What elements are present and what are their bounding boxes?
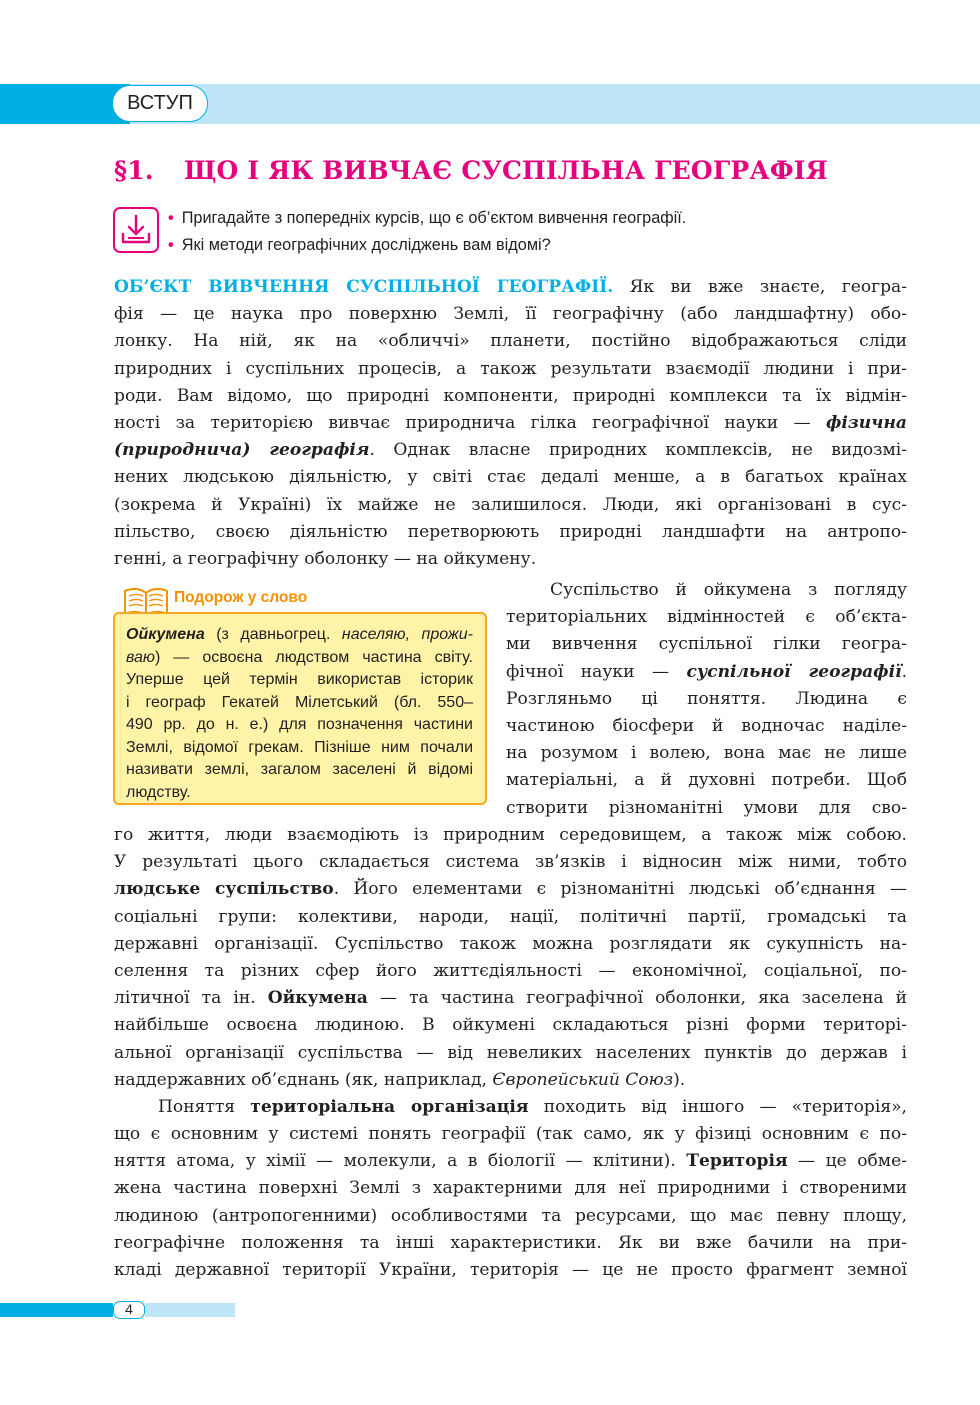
title-text: ЩО І ЯК ВИВЧАЄ СУСПІЛЬНА ГЕОГРАФІЯ bbox=[184, 156, 828, 185]
section-label: ВСТУП bbox=[112, 85, 208, 122]
body-text-3: го життя, люди взаємодіють із природним середовищем, а також між собою. У результаті цього складається система зв’язків і відносин між ними, тобто людське суспільство. Його елементами є різноманітні людські об’єднання — соціальні групи: колективи, народи, нації, політичні партії, громадські та державні організації. Суспільство також можна розглядати як сукупність на- селення та різних сфер його життєдіяльності — економічної, соціальної, по- літичної та ін. Ойкумена — та частина географічної оболонки, яка заселена й найбільше освоєна людиною. В ойкумені складаються різні форми територі- альної організації суспільства — від невеликих населених пунктів до держав і наддержавних об’єднань (як, наприклад, Європейський Союз). Поняття територіальна організація походить від іншого — «територія», що є основним у системі понять географії (так само, як у фізиці основним є по- няття атома, у хімії — молекули, а в біології — клітини). Територія — це обме- жена частина поверхні Землі з характерними для неї природними і створеними людиною (антропогенними) особливостями та ресурсами, що має певну площу, географічне положення та інші характеристики. Як ви вже бачили на при- кладі державної території України, територія — це не просто фрагмент земної bbox=[114, 825, 907, 1280]
recall-download-icon bbox=[113, 207, 159, 253]
recall-question: • Пригадайте з попередніх курсів, що є об’єктом вивчення географії. bbox=[168, 209, 687, 227]
term-human-society: людське суспільство bbox=[114, 879, 334, 900]
page-number: 4 bbox=[113, 1301, 145, 1319]
word-journey-title: Подорож у слово bbox=[174, 589, 308, 606]
footer-band-left bbox=[0, 1303, 113, 1317]
body-text-1: ОБ’ЄКТ ВИВЧЕННЯ СУСПІЛЬНОЇ ГЕОГРАФІЇ. Як ви вже знаєте, геогра- фія — це наука про поверхню Землі, її географічну (або ландшафтну) обо- лонку. На ній, як на «обличчі» планети, постійно відображаються сліди природних і суспільних процесів, а також результати взаємодії людини і при- роди. Вам відомо, що природні компоненти, природні комплекси та їх відмін- ності за територією вивчає природнича гілка географічної науки — фізична (природнича) географія. Однак власне природних комплексів, не видозмі- нених людською діяльністю, у світі стає дедалі менше, а в багатьох країнах (зокрема й Україні) їх майже не залишилося. Люди, які організовані в сус- пільство, своєю діяльністю перетворюють природні ландшафти на антропо- генні, а географічну оболонку — на ойкумену. bbox=[114, 277, 907, 569]
glossary-term: Ойкумена bbox=[126, 626, 205, 643]
bullet-icon: • bbox=[168, 209, 174, 227]
recall-question: • Які методи географічних досліджень вам відомі? bbox=[168, 236, 551, 254]
term-territorial-organization: територіальна організація bbox=[250, 1096, 529, 1117]
term-social-geography: суспільної географії bbox=[686, 661, 902, 682]
term-physical-geography: фізична bbox=[825, 412, 907, 433]
term-natural-geography: (природнича) географія bbox=[114, 440, 370, 461]
header-band-left bbox=[0, 84, 130, 124]
recall-questions bbox=[168, 205, 686, 259]
footer-band-right bbox=[145, 1303, 235, 1317]
paragraph-number: §1. bbox=[114, 156, 154, 185]
term-territory: Територія bbox=[686, 1151, 788, 1172]
header-band-right bbox=[130, 84, 980, 124]
word-journey-box: Ойкумена (з давньогрец. населяю, прожи- ваю) — освоєна людством частина світу. Уперше цей термін використав історик і географ Гекатей Мілетський (бл. 550– 490 рр. до н. е.) для позначення частини Землі, відомої грекам. Пізніше ним почали називати землі, загалом заселені й відомі людству. bbox=[113, 612, 487, 805]
section-heading: ОБ’ЄКТ ВИВЧЕННЯ СУСПІЛЬНОЇ ГЕОГРАФІЇ. bbox=[114, 277, 614, 297]
bullet-icon: • bbox=[168, 236, 174, 254]
term-oikumene: Ойкумена bbox=[267, 988, 368, 1009]
body-text-2: Суспільство й ойкумена з погляду територіальних відмінностей є об’єкта- ми вивчення суспільної гілки геогра- фічної науки — суспільної географії. Розгляньмо ці поняття. Людина є частиною біосфери й водночас наділе- на розумом і волею, вона має не лише матеріальні, а й духовні потреби. Щоб створити різноманітні умови для сво- bbox=[506, 580, 908, 818]
page-title bbox=[114, 156, 828, 185]
